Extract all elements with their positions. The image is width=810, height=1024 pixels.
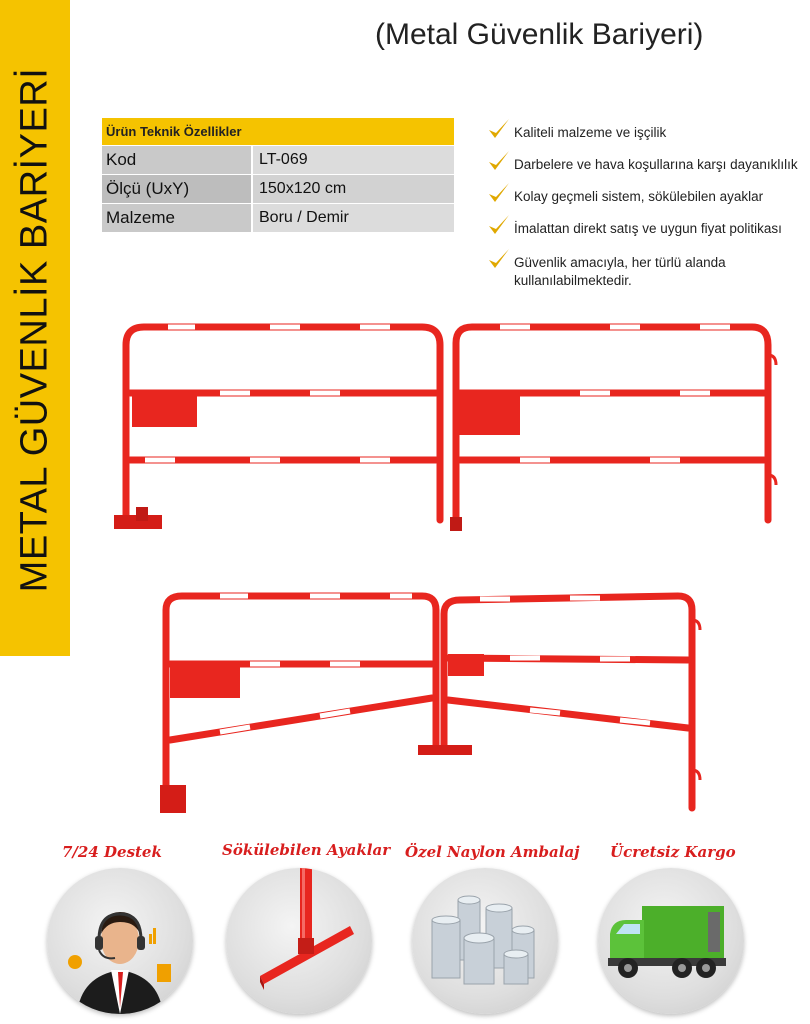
nylon-packaging-badge bbox=[412, 868, 558, 1014]
feature-item: Güvenlik amacıyla, her türlü alanda kullanılabilmektedir. bbox=[488, 254, 774, 290]
spec-key: Malzeme bbox=[102, 204, 253, 232]
check-icon bbox=[488, 118, 510, 142]
free-shipping-badge bbox=[598, 868, 744, 1014]
support-badge bbox=[47, 868, 193, 1014]
spec-value: 150x120 cm bbox=[253, 175, 454, 203]
support-agent-icon bbox=[47, 868, 193, 1014]
detachable-foot-icon bbox=[226, 868, 372, 1014]
check-icon bbox=[488, 214, 510, 238]
side-title: METAL GÜVENLİK BARİYERİ bbox=[13, 67, 56, 593]
side-band bbox=[0, 0, 70, 656]
feature-item: Darbelere ve hava koşullarına karşı dayanıklılık bbox=[488, 156, 810, 174]
barrier-pair-top-image bbox=[100, 315, 790, 545]
spec-table bbox=[102, 118, 454, 232]
feature-item: Kaliteli malzeme ve işçilik bbox=[488, 124, 810, 142]
spec-key: Ölçü (UxY) bbox=[102, 175, 253, 203]
check-icon bbox=[488, 248, 510, 272]
spec-table-header: Ürün Teknik Özellikler bbox=[102, 118, 454, 145]
check-icon bbox=[488, 150, 510, 174]
spec-row bbox=[102, 145, 454, 174]
check-icon bbox=[488, 182, 510, 206]
feature-item: Kolay geçmeli sistem, sökülebilen ayaklar bbox=[488, 188, 810, 206]
spec-key: Kod bbox=[102, 146, 253, 174]
spec-value: LT-069 bbox=[253, 146, 454, 174]
spec-value: Boru / Demir bbox=[253, 204, 454, 232]
badge-label: Özel Naylon Ambalaj bbox=[405, 843, 580, 861]
delivery-truck-icon bbox=[598, 868, 744, 1014]
badge-label: Ücretsiz Kargo bbox=[610, 843, 736, 861]
detachable-feet-badge bbox=[226, 868, 372, 1014]
badge-label: 7/24 Destek bbox=[62, 843, 162, 861]
page-title: (Metal Güvenlik Bariyeri) bbox=[375, 18, 704, 51]
spec-row bbox=[102, 203, 454, 232]
spec-row bbox=[102, 174, 454, 203]
barrier-pair-bottom-image bbox=[150, 580, 710, 820]
feature-item: İmalattan direkt satış ve uygun fiyat politikası bbox=[488, 220, 810, 238]
nylon-rolls-icon bbox=[412, 868, 558, 1014]
badge-label: Sökülebilen Ayaklar bbox=[222, 841, 391, 859]
